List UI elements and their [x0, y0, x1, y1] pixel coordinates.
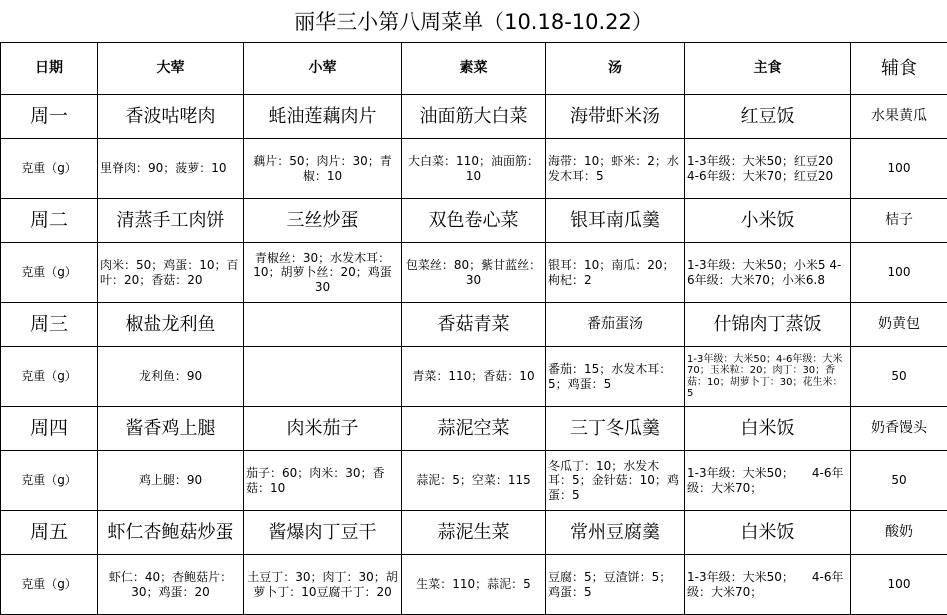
weight-row-thu	[1, 451, 947, 511]
weight-supplement: 100	[851, 139, 947, 199]
weight-staple: 1-3年级：大米50；小米5 4-6年级：大米70；小米6.8	[685, 243, 851, 303]
dish-supplement: 奶黄包	[851, 303, 947, 347]
dish-vegetable: 蒜泥空菜	[402, 407, 546, 451]
weight-main-meat: 肉米：50；鸡蛋：10；百叶：20；香菇：20	[98, 243, 244, 303]
header-vegetable: 素菜	[402, 43, 546, 95]
dish-staple: 白米饭	[685, 407, 851, 451]
dish-row-mon	[1, 95, 947, 139]
dish-main-meat: 香波咕咾肉	[98, 95, 244, 139]
dish-staple: 什锦肉丁蒸饭	[685, 303, 851, 347]
weight-label: 克重（g）	[1, 243, 98, 303]
day-cell: 周五	[1, 511, 98, 555]
dish-staple: 小米饭	[685, 199, 851, 243]
dish-side-meat: 蚝油莲藕肉片	[244, 95, 402, 139]
weight-supplement: 100	[851, 555, 947, 615]
weight-soup: 海带：10；虾米：2；水发木耳：5	[546, 139, 685, 199]
day-cell: 周一	[1, 95, 98, 139]
header-main-meat: 大荤	[98, 43, 244, 95]
header-date: 日期	[1, 43, 98, 95]
weight-side-meat: 茄子：60；肉米：30；香菇：10	[244, 451, 402, 511]
dish-soup: 常州豆腐羹	[546, 511, 685, 555]
weight-main-meat: 龙利鱼：90	[98, 347, 244, 407]
dish-row-thu	[1, 407, 947, 451]
weight-row-wed	[1, 347, 947, 407]
weight-row-mon	[1, 139, 947, 199]
dish-main-meat: 虾仁杏鲍菇炒蛋	[98, 511, 244, 555]
dish-main-meat: 酱香鸡上腿	[98, 407, 244, 451]
weight-supplement: 50	[851, 347, 947, 407]
dish-soup: 番茄蛋汤	[546, 303, 685, 347]
weight-vegetable: 生菜：110；蒜泥：5	[402, 555, 546, 615]
weight-row-tue	[1, 243, 947, 303]
weight-label: 克重（g）	[1, 555, 98, 615]
weight-label: 克重（g）	[1, 347, 98, 407]
dish-supplement: 桔子	[851, 199, 947, 243]
weight-vegetable: 大白菜：110；油面筋：10	[402, 139, 546, 199]
day-cell: 周四	[1, 407, 98, 451]
weight-soup: 银耳：10；南瓜：20；枸杞：2	[546, 243, 685, 303]
weight-main-meat: 鸡上腿：90	[98, 451, 244, 511]
dish-supplement: 奶香馒头	[851, 407, 947, 451]
weight-side-meat	[244, 347, 402, 407]
weight-vegetable: 蒜泥：5；空菜：115	[402, 451, 546, 511]
weight-supplement: 50	[851, 451, 947, 511]
menu-title: 丽华三小第八周菜单（10.18-10.22）	[0, 0, 947, 42]
weight-soup: 豆腐：5；豆渣饼：5；鸡蛋：5	[546, 555, 685, 615]
dish-vegetable: 蒜泥生菜	[402, 511, 546, 555]
dish-staple: 白米饭	[685, 511, 851, 555]
dish-main-meat: 清蒸手工肉饼	[98, 199, 244, 243]
dish-supplement: 酸奶	[851, 511, 947, 555]
header-staple: 主食	[685, 43, 851, 95]
weight-soup: 冬瓜丁：10；水发木耳：5；金针菇：10；鸡蛋：5	[546, 451, 685, 511]
weight-supplement: 100	[851, 243, 947, 303]
dish-side-meat: 三丝炒蛋	[244, 199, 402, 243]
dish-side-meat: 肉米茄子	[244, 407, 402, 451]
weight-vegetable: 青菜：110；香菇：10	[402, 347, 546, 407]
dish-main-meat: 椒盐龙利鱼	[98, 303, 244, 347]
menu-table	[0, 42, 947, 615]
header-supplement: 辅食	[851, 43, 947, 95]
dish-soup: 三丁冬瓜羹	[546, 407, 685, 451]
dish-side-meat: 酱爆肉丁豆干	[244, 511, 402, 555]
header-soup: 汤	[546, 43, 685, 95]
dish-soup: 银耳南瓜羹	[546, 199, 685, 243]
weight-main-meat: 里脊肉：90；菠萝：10	[98, 139, 244, 199]
day-cell: 周二	[1, 199, 98, 243]
weight-vegetable: 包菜丝：80；紫甘蓝丝：30	[402, 243, 546, 303]
dish-side-meat	[244, 303, 402, 347]
weight-staple: 1-3年级：大米50；4-6年级：大米70；玉米粒：20；肉丁：30；香菇：10；胡萝卜丁：30；花生米：5	[685, 347, 851, 407]
weight-side-meat: 土豆丁：30；肉丁：30；胡萝卜丁：10豆腐干丁：20	[244, 555, 402, 615]
dish-row-fri	[1, 511, 947, 555]
weight-side-meat: 藕片：50；肉片：30；青椒：10	[244, 139, 402, 199]
weight-label: 克重（g）	[1, 139, 98, 199]
weight-soup: 番茄：15；水发木耳：5；鸡蛋：5	[546, 347, 685, 407]
header-row	[1, 43, 947, 95]
weight-row-fri	[1, 555, 947, 615]
dish-soup: 海带虾米汤	[546, 95, 685, 139]
weight-main-meat: 虾仁：40；杏鲍菇片：30；鸡蛋：20	[98, 555, 244, 615]
weight-side-meat: 青椒丝：30；水发木耳：10；胡萝卜丝：20；鸡蛋30	[244, 243, 402, 303]
dish-row-wed	[1, 303, 947, 347]
weight-staple: 1-3年级：大米50； 4-6年级：大米70；	[685, 451, 851, 511]
header-side-meat: 小荤	[244, 43, 402, 95]
dish-vegetable: 油面筋大白菜	[402, 95, 546, 139]
dish-staple: 红豆饭	[685, 95, 851, 139]
dish-row-tue	[1, 199, 947, 243]
weight-staple: 1-3年级：大米50； 4-6年级：大米70；	[685, 555, 851, 615]
weight-label: 克重（g）	[1, 451, 98, 511]
weight-staple: 1-3年级：大米50；红豆20 4-6年级：大米70；红豆20	[685, 139, 851, 199]
day-cell: 周三	[1, 303, 98, 347]
dish-supplement: 水果黄瓜	[851, 95, 947, 139]
dish-vegetable: 香菇青菜	[402, 303, 546, 347]
dish-vegetable: 双色卷心菜	[402, 199, 546, 243]
